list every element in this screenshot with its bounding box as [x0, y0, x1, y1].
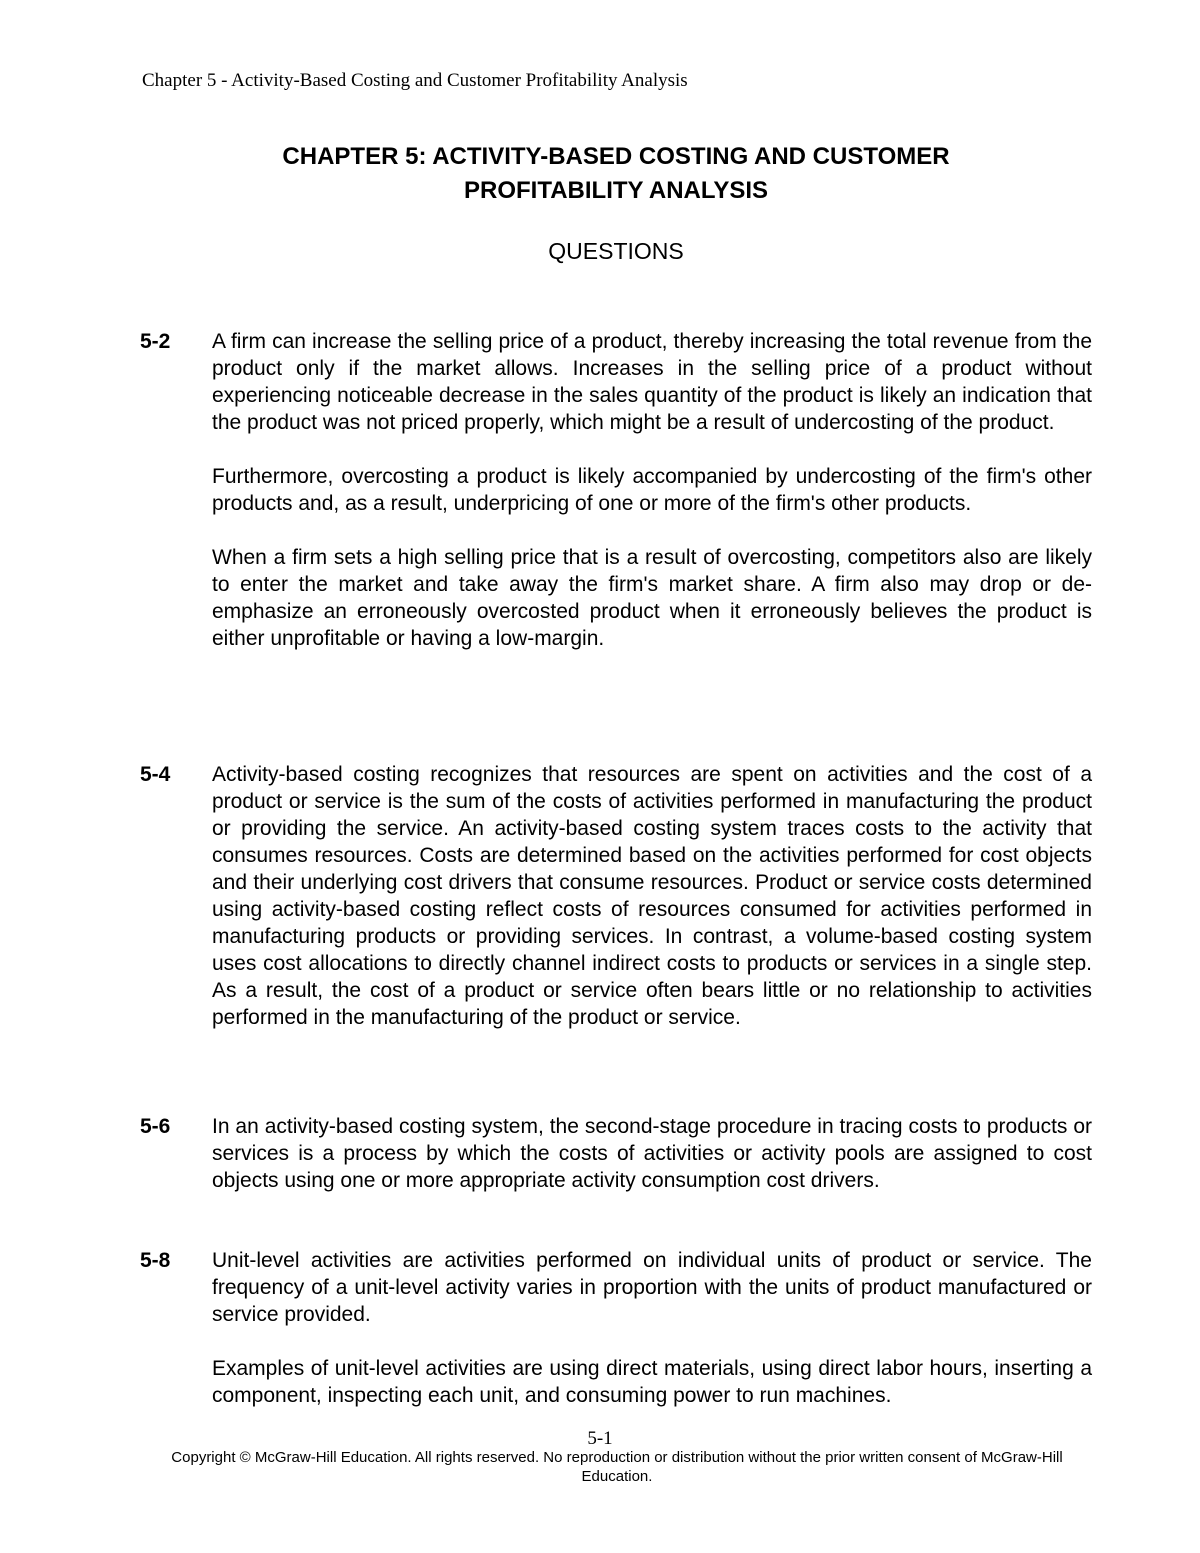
question-number: 5-6 [140, 1115, 171, 1138]
question-number: 5-8 [140, 1249, 171, 1272]
chapter-title-line-1: CHAPTER 5: ACTIVITY-BASED COSTING AND CUSTOMER [282, 143, 950, 170]
answer-body [212, 328, 1092, 652]
section-heading: QUESTIONS [548, 238, 684, 264]
answer-paragraph: In an activity-based costing system, the second-stage procedure in tracing costs to products or services is a process by which the costs of activities or activity pools are assigned to cost objects using one or more appropriate activity consumption cost drivers. [212, 1115, 1092, 1192]
running-header: Chapter 5 - Activity-Based Costing and Customer Profitability Analysis [142, 70, 688, 91]
answer-body [212, 1113, 1092, 1194]
answer-body [212, 761, 1092, 1031]
answer-body [212, 1247, 1092, 1409]
copyright-notice: Copyright © McGraw-Hill Education. All rights reserved. No reproduction or distribution without the prior written consent of McGraw-Hill Education. [171, 1449, 1063, 1485]
answer-paragraph: Activity-based costing recognizes that resources are spent on activities and the cost of a product or service is the sum of the costs of activities performed in manufacturing the product or providing the service. An activity-based costing system traces costs to the activity that consumes resources. Costs are determined based on the activities performed for cost objects and their underlying cost drivers that consume resources. Product or service costs determined using activity-based costing reflect costs of resources consumed for activities performed in manufacturing products or providing services. In contrast, a volume-based costing system uses cost allocations to directly channel indirect costs to products or services in a single step. As a result, the cost of a product or service often bears little or no relationship to activities performed in the manufacturing of the product or service. [212, 763, 1092, 1029]
answer-paragraph: Examples of unit-level activities are using direct materials, using direct labor hours, inserting a component, inspecting each unit, and consuming power to run machines. [212, 1357, 1092, 1407]
question-number: 5-4 [140, 763, 171, 786]
chapter-title [142, 140, 1090, 208]
answer-paragraph: When a firm sets a high selling price that is a result of overcosting, competitors also are likely to enter the market and take away the firm's market share. A firm also may drop or de-emphasize an erroneously overcosted product when it erroneously believes the product is either unprofitable or having a low-margin. [212, 546, 1092, 650]
chapter-title-line-2: PROFITABILITY ANALYSIS [463, 177, 769, 204]
page-number: 5-1 [587, 1428, 613, 1449]
question-number: 5-2 [140, 330, 171, 353]
answer-paragraph: Unit-level activities are activities performed on individual units of product or service. The frequency of a unit-level activity varies in proportion with the units of product manufactured or service provided. [212, 1249, 1092, 1326]
answer-paragraph: Furthermore, overcosting a product is likely accompanied by undercosting of the firm's other products and, as a result, underpricing of one or more of the firm's other products. [212, 465, 1092, 515]
answer-paragraph: A firm can increase the selling price of a product, thereby increasing the total revenue from the product only if the market allows. Increases in the selling price of a product without experiencing noticeable decrease in the sales quantity of the product is likely an indication that the product was not priced properly, which might be a result of undercosting of the product. [212, 330, 1092, 434]
